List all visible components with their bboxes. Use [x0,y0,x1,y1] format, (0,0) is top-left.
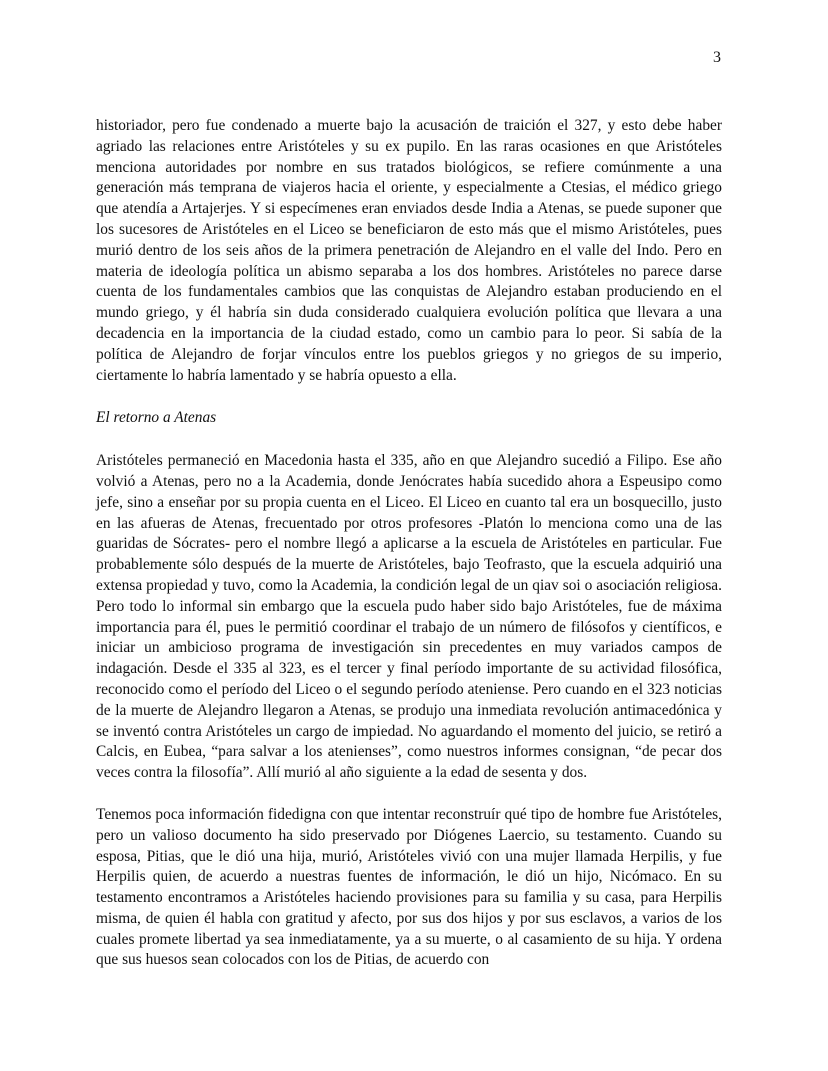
page-body [96,116,722,971]
paragraph-testament: Tenemos poca información fidedigna con que intentar reconstruír qué tipo de hombre fue Aristóteles, pero un valioso documento ha sido preservado por Diógenes Laercio, su testamento. Cuando su esposa, Pitias, que le dió una hija, murió, Aristóteles vivió con una mujer llamada Herpilis, y fue Herpilis quien, de acuerdo a nuestras fuentes de información, le dió un hijo, Nicómaco. En su testamento encontramos a Aristóteles haciendo provisiones para su familia y su casa, para Herpilis misma, de quien él habla con gratitud y afecto, por sus dos hijos y por sus esclavos, a varios de los cuales promete libertad ya sea inmediatamente, ya a su muerte, o al casamiento de su hija. Y ordena que sus huesos sean colocados con los de Pitias, de acuerdo con [96,805,722,969]
paragraph-alejandro-relations: historiador, pero fue condenado a muerte bajo la acusación de traición el 327, y esto debe haber agriado las relaciones entre Aristóteles y su ex pupilo. En las raras ocasiones en que Aristóteles menciona autoridades por nombre en sus tratados biológicos, se refiere comúnmente a una generación más temprana de viajeros hacia el oriente, y especialmente a Ctesias, el médico griego que atendía a Artajerjes. Y si especímenes eran enviados desde India a Atenas, se puede suponer que los sucesores de Aristóteles en el Liceo se beneficiaron de esto más que el mismo Aristóteles, pues murió dentro de los seis años de la primera penetración de Alejandro en el valle del Indo. Pero en materia de ideología política un abismo separaba a los dos hombres. Aristóteles no parece darse cuenta de los fundamentales cambios que las conquistas de Alejandro estaban produciendo en el mundo griego, y él habría sin duda considerado cualquiera evolución política que llevara a una decadencia en la importancia de la ciudad estado, como un cambio para lo peor. Si sabía de la política de Alejandro de forjar vínculos entre los pueblos griegos y no griegos de su imperio, ciertamente lo habría lamentado y se habría opuesto a ella. [96,117,722,384]
paragraph-return-to-athens: Aristóteles permaneció en Macedonia hasta el 335, año en que Alejandro sucedió a Filipo. Ese año volvió a Atenas, pero no a la Academia, donde Jenócrates había sucedido ahora a Espeusipo como jefe, sino a enseñar por su propia cuenta en el Liceo. El Liceo en cuanto tal era un bosquecillo, justo en las afueras de Atenas, frecuentado por otros profesores -Platón lo menciona como una de las guaridas de Sócrates- pero el nombre llegó a aplicarse a la escuela de Aristóteles en particular. Fue probablemente sólo después de la muerte de Aristóteles, bajo Teofrasto, que la escuela adquirió una extensa propiedad y tuvo, como la Academia, la condición legal de un qiav soi o asociación religiosa. Pero todo lo informal sin embargo que la escuela pudo haber sido bajo Aristóteles, fue de máxima importancia para él, pues le permitió coordinar el trabajo de un número de filósofos y científicos, e iniciar un ambicioso programa de investigación sin precedentes en muy variados campos de indagación. Desde el 335 al 323, es el tercer y final período importante de su actividad filosófica, reconocido como el período del Liceo o el segundo período ateniense. Pero cuando en el 323 noticias de la muerte de Alejandro llegaron a Atenas, se produjo una inmediata revolución antimacedónica y se inventó contra Aristóteles un cargo de impiedad. No aguardando el momento del juicio, se retiró a Calcis, en Eubea, “para salvar a los atenienses”, como nuestros informes consignan, “de pecar dos veces contra la filosofía”. Allí murió al año siguiente a la edad de sesenta y dos. [96,452,722,782]
page-number: 3 [713,49,721,66]
section-heading: El retorno a Atenas [96,409,217,427]
